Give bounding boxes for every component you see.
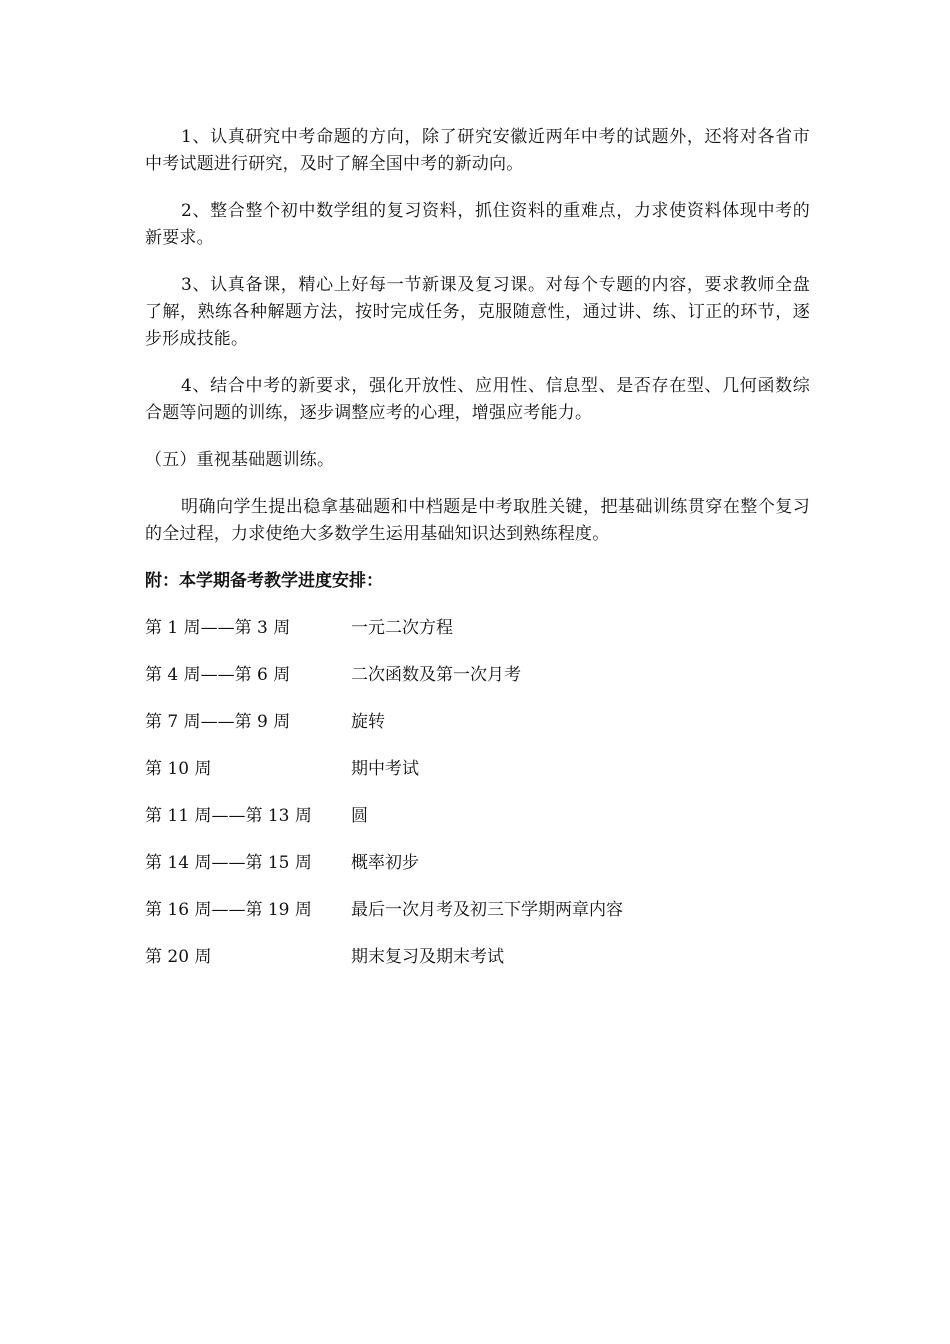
schedule-topic: 二次函数及第一次月考 <box>351 665 521 685</box>
schedule-week: 第 16 周——第 19 周 <box>145 900 312 920</box>
schedule-week: 第 20 周 <box>145 947 212 967</box>
paragraph-item-2: 2、整合整个初中数学组的复习资料，抓住资料的重难点，力求使资料体现中考的新要求。 <box>145 201 810 248</box>
paragraph-item-1: 1、认真研究中考命题的方向，除了研究安徽近两年中考的试题外，还将对各省市中考试题进行研究，及时了解全国中考的新动向。 <box>145 127 810 174</box>
schedule-week: 第 1 周——第 3 周 <box>145 618 291 638</box>
schedule-topic: 期中考试 <box>351 759 419 779</box>
schedule-row <box>145 615 810 642</box>
section-5-heading: （五）重视基础题训练。 <box>145 450 335 470</box>
schedule-week: 第 7 周——第 9 周 <box>145 712 291 732</box>
schedule-topic: 圆 <box>351 806 368 826</box>
schedule-week: 第 10 周 <box>145 759 212 779</box>
appendix-title: 附：本学期备考教学进度安排： <box>145 571 383 591</box>
schedule-topic: 旋转 <box>351 712 385 732</box>
schedule-topic: 一元二次方程 <box>351 618 453 638</box>
schedule-topic: 期末复习及期末考试 <box>351 947 504 967</box>
schedule-row <box>145 897 810 924</box>
schedule-week: 第 4 周——第 6 周 <box>145 665 291 685</box>
schedule-week: 第 14 周——第 15 周 <box>145 853 312 873</box>
schedule-row <box>145 709 810 736</box>
paragraph-item-4: 4、结合中考的新要求，强化开放性、应用性、信息型、是否存在型、几何函数综合题等问题的训练，逐步调整应考的心理，增强应考能力。 <box>145 376 810 423</box>
schedule-topic: 概率初步 <box>351 853 419 873</box>
schedule-row <box>145 803 810 830</box>
schedule-week: 第 11 周——第 13 周 <box>145 806 312 826</box>
paragraph-item-3: 3、认真备课，精心上好每一节新课及复习课。对每个专题的内容，要求教师全盘了解，熟练各种解题方法，按时完成任务，克服随意性，通过讲、练、订正的环节，逐步形成技能。 <box>145 275 810 349</box>
schedule-topic: 最后一次月考及初三下学期两章内容 <box>351 900 623 920</box>
schedule-row <box>145 944 810 971</box>
schedule-row <box>145 662 810 689</box>
section-5-body: 明确向学生提出稳拿基础题和中档题是中考取胜关键，把基础训练贯穿在整个复习的全过程，力求使绝大多数学生运用基础知识达到熟练程度。 <box>145 497 810 544</box>
schedule-row <box>145 756 810 783</box>
document-content <box>145 124 810 991</box>
schedule-row <box>145 850 810 877</box>
schedule-list <box>145 615 810 971</box>
